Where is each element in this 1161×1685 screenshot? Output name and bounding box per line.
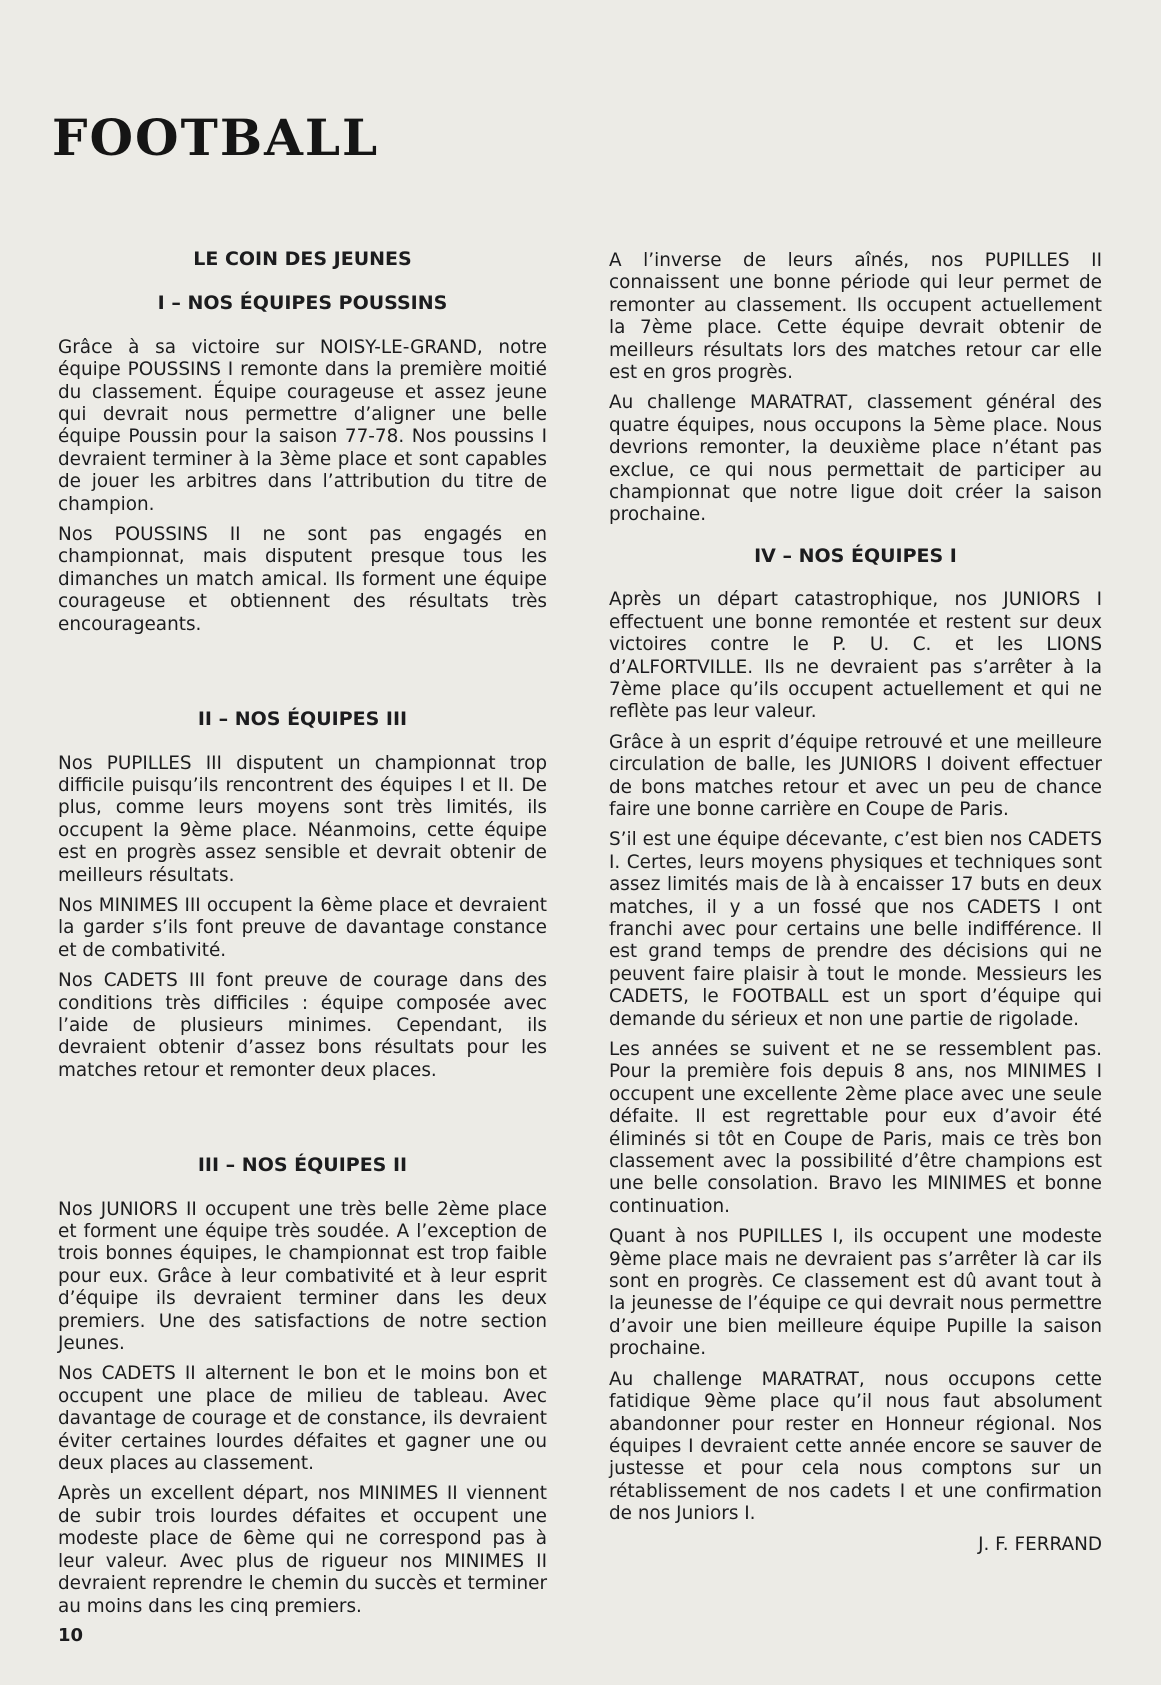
paragraph: Grâce à sa victoire sur NOISY-LE-GRAND, notre équipe POUSSINS I remonte dans la première moitié du classement. Équipe courageuse et assez jeune qui devrait nous permettre d’aligner une belle équipe Poussin pour la saison 77-78. Nos poussins I devraient terminer à la 3ème place et sont capables de jouer les arbitres dans l’attribution du titre de champion.	[58, 336, 547, 515]
paragraph: Au challenge MARATRAT, nous occupons cette fatidique 9ème place qu’il nous faut absolument abandonner pour rester en Honneur régional. Nos équipes I devraient cette année encore se sauver de justesse et pour cela nous comptons sur un rétablissement de nos cadets I et une confirmation de nos Juniors I.	[609, 1368, 1102, 1525]
section-heading-equipes-iii: II – NOS ÉQUIPES III	[197, 708, 408, 731]
paragraph: Les années se suivent et ne se ressemblent pas. Pour la première fois depuis 8 ans, nos MINIMES I occupent une excellente 2ème place avec une seule défaite. Il est regrettable pour eux d’avoir été éliminés si tôt en Coupe de Paris, mais ce très bon classement avec la possibilité d’être champions est une belle consolation. Bravo les MINIMES et bonne continuation.	[609, 1039, 1102, 1217]
paragraph: Nos MINIMES III occupent la 6ème place et devraient la garder s’ils font preuve de davantage constance et de combativité.	[58, 894, 547, 961]
paragraph: Nos CADETS III font preuve de courage dans des conditions très difficiles : équipe composée avec l’aide de plusieurs minimes. Cependant, ils devraient obtenir d’assez bons résultats pour les matches retour et remonter deux places.	[58, 970, 547, 1081]
page-number: 10	[58, 1625, 84, 1646]
paragraph: Nos CADETS II alternent le bon et le moins bon et occupent une place de milieu de tableau. Avec davantage de courage et de constance, ils devraient éviter certaines lourdes défaites et gagner une ou deux places au classement.	[58, 1363, 547, 1475]
paragraph: A l’inverse de leurs aînés, nos PUPILLES II connaissent une bonne période qui leur permet de remonter au classement. Ils occupent actuellement la 7ème place. Cette équipe devrait obtenir de meilleurs résultats lors des matches retour car elle est en gros progrès.	[609, 250, 1102, 384]
paragraph: Nos POUSSINS II ne sont pas engagés en championnat, mais disputent presque tous les dimanches un match amical. Ils forment une équipe courageuse et obtiennent des résultats très encourageants.	[58, 524, 547, 635]
paragraph: Grâce à un esprit d’équipe retrouvé et une meilleure circulation de balle, les JUNIORS I doivent effectuer de bons matches retour et avec un peu de chance faire une bonne carrière en Coupe de Paris.	[609, 731, 1102, 820]
paragraph: Au challenge MARATRAT, classement général des quatre équipes, nous occupons la 5ème place. Nous devrions remonter, la deuxième place n’étant pas exclue, ce qui nous permettait de participer au championnat que notre ligue doit créer la saison prochaine.	[609, 392, 1102, 526]
paragraph: Après un excellent départ, nos MINIMES II viennent de subir trois lourdes défaites et occupent une modeste place de 6ème qui ne correspond pas à leur valeur. Avec plus de rigueur nos MINIMES II devraient reprendre le chemin du succès et terminer au moins dans les cinq premiers.	[58, 1483, 547, 1617]
paragraph: Quant à nos PUPILLES I, ils occupent une modeste 9ème place mais ne devraient pas s’arrêter là car ils sont en progrès. Ce classement est dû avant tout à la jeunesse de l’équipe ce qui devrait nous permettre d’avoir une bien meilleure équipe Pupille la saison prochaine.	[609, 1226, 1102, 1360]
left-column	[58, 248, 547, 1626]
section-heading-poussins: I – NOS ÉQUIPES POUSSINS	[157, 292, 448, 315]
paragraph: S’il est une équipe décevante, c’est bien nos CADETS I. Certes, leurs moyens physiques et techniques sont assez limités mais de là à encaisser 17 buts en deux matches, il y a un fossé que nos CADETS I ont franchi avec pour certains une belle indifférence. Il est grand temps de prendre des décisions qui ne peuvent faire plaisir à tout le monde. Messieurs les CADETS, le FOOTBALL est un sport d’équipe qui demande du sérieux et non une partie de rigolade.	[609, 829, 1102, 1030]
right-column	[609, 250, 1102, 1556]
section-heading-equipes-ii: III – NOS ÉQUIPES II	[197, 1154, 408, 1177]
page-title: FOOTBALL	[52, 108, 380, 167]
paragraph: Nos PUPILLES III disputent un championnat trop difficile puisqu’ils rencontrent des équipes I et II. De plus, comme leurs moyens sont très limités, ils occupent la 9ème place. Néanmoins, cette équipe est en progrès assez sensible et devrait obtenir de meilleurs résultats.	[58, 752, 547, 886]
section-heading-equipes-i: IV – NOS ÉQUIPES I	[754, 544, 957, 567]
author-signature: J. F. FERRAND	[978, 1533, 1102, 1555]
section-heading-youth: LE COIN DES JEUNES	[193, 248, 412, 270]
paragraph: Après un départ catastrophique, nos JUNIORS I effectuent une bonne remontée et restent sur deux victoires contre le P. U. C. et les LIONS d’ALFORTVILLE. Ils ne devraient pas s’arrêter à la 7ème place qu’ils occupent actuellement et qui ne reflète pas leur valeur.	[609, 589, 1102, 723]
paragraph: Nos JUNIORS II occupent une très belle 2ème place et forment une équipe très soudée. A l’exception de trois bonnes équipes, le championnat est trop faible pour eux. Grâce à leur combativité et à leur esprit d’équipe ils devraient terminer dans les deux premiers. Une des satisfactions de notre section Jeunes.	[58, 1198, 547, 1355]
